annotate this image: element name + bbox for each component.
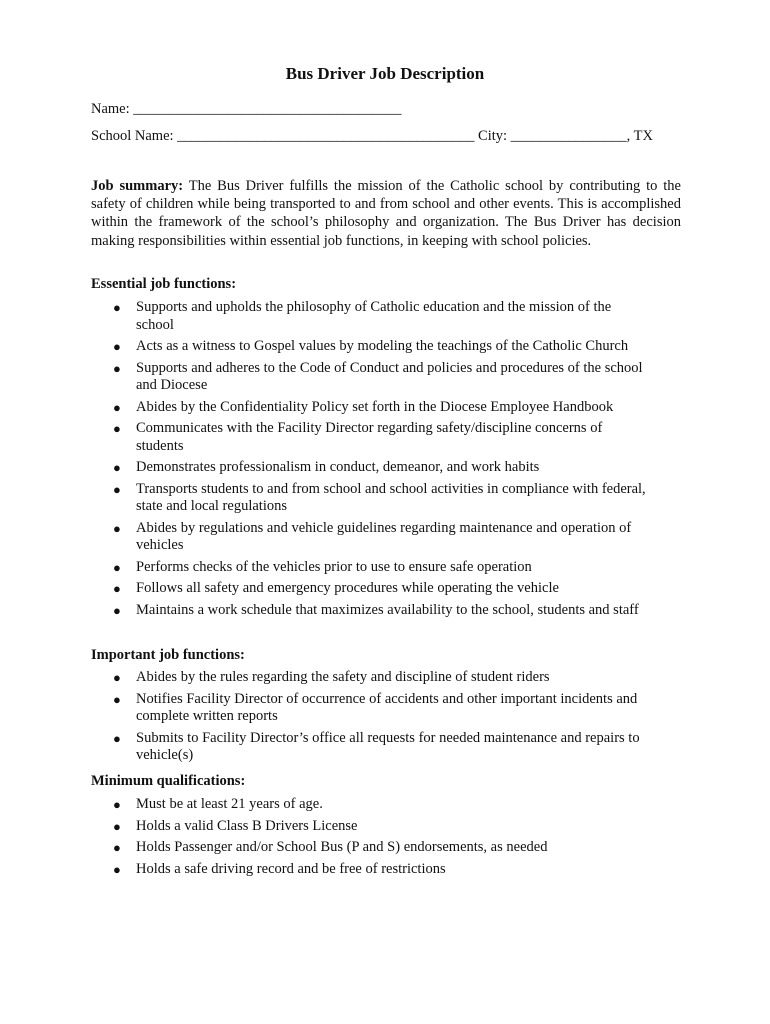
list-item-text: Holds a safe driving record and be free of restrictions: [136, 860, 446, 877]
list-item-text: Supports and upholds the philosophy of Catholic education and the mission of the school: [136, 299, 612, 333]
essential-list: [91, 299, 651, 623]
list-item: [91, 691, 651, 726]
bullet-icon: ●: [113, 399, 121, 415]
bullet-icon: ●: [113, 602, 121, 618]
bullet-icon: ●: [113, 481, 121, 497]
list-item: [91, 520, 651, 555]
bullet-icon: ●: [113, 581, 121, 596]
list-item-text: Acts as a witness to Gospel values by modeling the teachings of the Catholic Church: [136, 338, 629, 354]
bullet-icon: ●: [113, 460, 121, 475]
school-city-field-line: School Name: _________________________________________ City: ________________, TX: [91, 128, 654, 144]
important-list: [91, 669, 651, 769]
list-item-text: Notifies Facility Director of occurrence of accidents and other important incidents and complete written reports: [136, 690, 638, 724]
bullet-icon: ●: [113, 360, 121, 376]
bullet-icon: ●: [113, 730, 121, 746]
min-qualifications-list: [91, 796, 651, 882]
list-item: [91, 459, 651, 477]
list-item-text: Must be at least 21 years of age.: [136, 796, 323, 812]
list-item: [91, 481, 651, 516]
list-item-text: Transports students to and from school and school activities in compliance with federal, state and local regulations: [136, 480, 646, 514]
list-item: [91, 861, 651, 879]
list-item: [91, 299, 651, 334]
bullet-icon: ●: [113, 797, 121, 812]
bullet-icon: ●: [113, 339, 121, 354]
list-item: [91, 338, 651, 356]
name-field-line: Name: _____________________________________: [91, 101, 402, 117]
min-qualifications-heading: Minimum qualifications:: [91, 773, 246, 789]
essential-heading: Essential job functions:: [91, 276, 237, 292]
bullet-icon: ●: [113, 520, 121, 536]
job-summary-text: The Bus Driver fulfills the mission of the Catholic school by contributing to the safety of children while being transported to and from school and other events. This is accomplished within the framework of the school’s philosophy and organization. The Bus Driver has decision making responsibilities within essential job functions, in keeping with school policies.: [91, 178, 681, 249]
bullet-icon: ●: [113, 300, 121, 315]
bullet-icon: ●: [113, 559, 121, 575]
document-title: Bus Driver Job Description: [285, 64, 485, 83]
list-item: [91, 796, 651, 814]
list-item-text: Submits to Facility Director’s office all requests for needed maintenance and repairs to vehicle(s): [136, 729, 640, 763]
important-heading: Important job functions:: [91, 647, 245, 663]
list-item: [91, 730, 651, 765]
list-item-text: Communicates with the Facility Director regarding safety/discipline concerns of students: [136, 420, 603, 454]
bullet-icon: ●: [113, 421, 121, 436]
list-item-text: Holds a valid Class B Drivers License: [136, 817, 358, 834]
list-item: [91, 839, 651, 857]
list-item: [91, 580, 651, 598]
job-summary-label: Job summary:: [91, 178, 184, 194]
list-item-text: Follows all safety and emergency procedures while operating the vehicle: [136, 580, 559, 596]
list-item-text: Maintains a work schedule that maximizes availability to the school, students and staff: [136, 601, 639, 618]
bullet-icon: ●: [113, 818, 121, 834]
bullet-icon: ●: [113, 691, 121, 707]
list-item-text: Abides by regulations and vehicle guidelines regarding maintenance and operation of vehicles: [136, 519, 632, 553]
list-item: [91, 559, 651, 577]
bullet-icon: ●: [113, 670, 121, 685]
list-item: [91, 420, 651, 455]
list-item-text: Demonstrates professionalism in conduct, demeanor, and work habits: [136, 459, 540, 475]
bullet-icon: ●: [113, 840, 121, 855]
list-item: [91, 669, 651, 687]
bullet-icon: ●: [113, 861, 121, 877]
list-item: [91, 360, 651, 395]
list-item-text: Supports and adheres to the Code of Conduct and policies and procedures of the school and Diocese: [136, 359, 643, 393]
list-item-text: Abides by the Confidentiality Policy set forth in the Diocese Employee Handbook: [136, 398, 614, 415]
list-item: [91, 399, 651, 417]
job-summary: [91, 177, 681, 250]
list-item-text: Performs checks of the vehicles prior to use to ensure safe operation: [136, 558, 532, 575]
list-item: [91, 818, 651, 836]
list-item-text: Abides by the rules regarding the safety and discipline of student riders: [136, 669, 550, 685]
list-item: [91, 602, 651, 620]
list-item-text: Holds Passenger and/or School Bus (P and S) endorsements, as needed: [136, 839, 548, 855]
